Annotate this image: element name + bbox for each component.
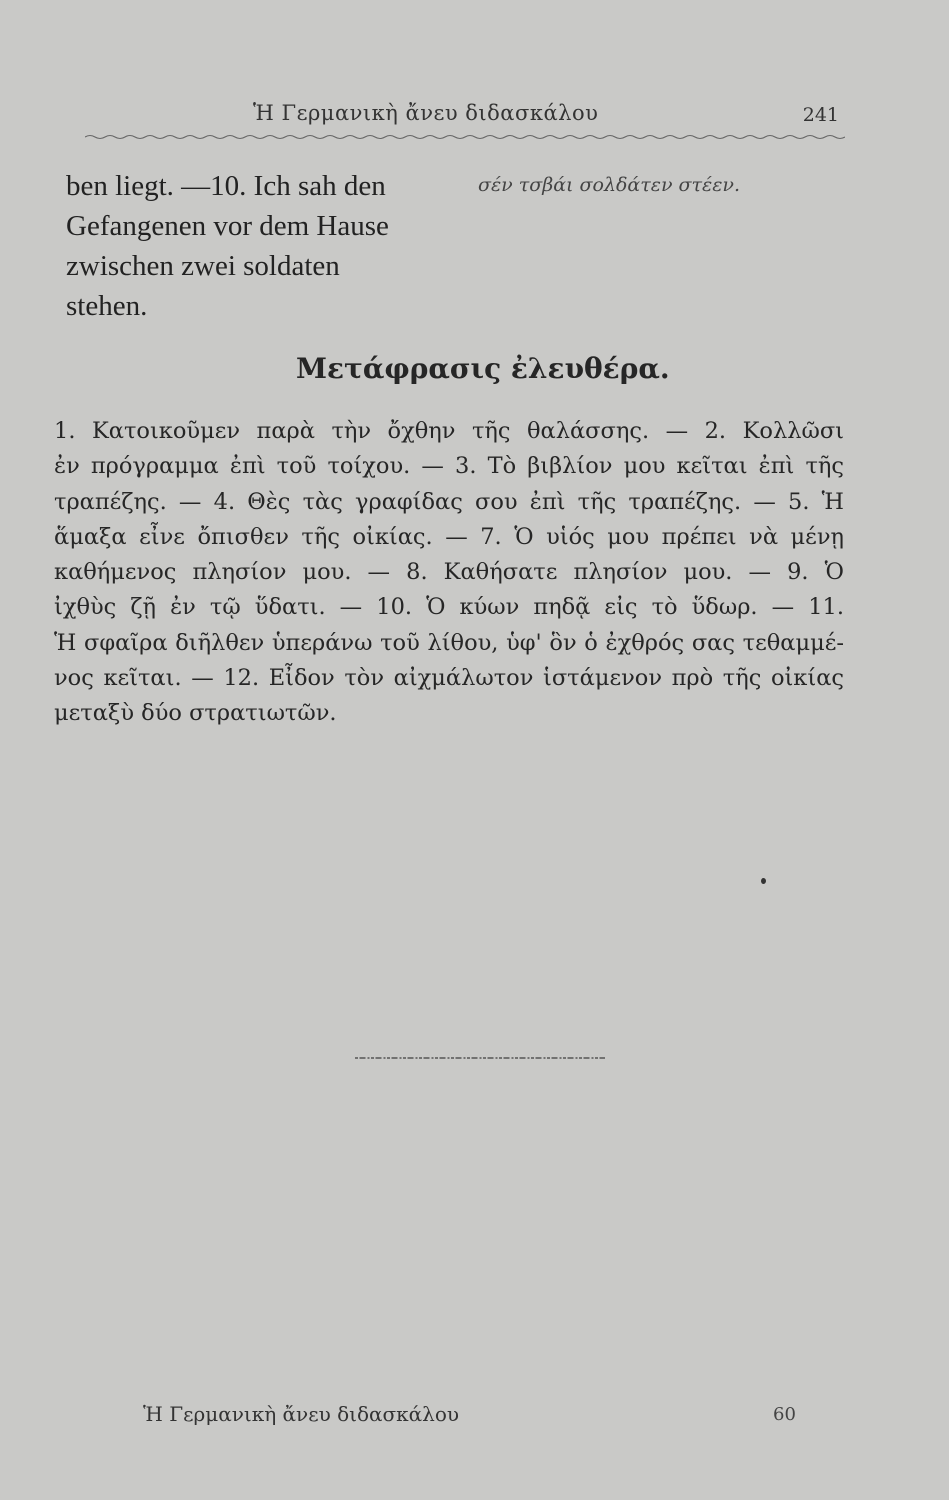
page-number: 241 xyxy=(802,104,839,126)
translation-line: Ἡ σφαῖρα διῆλθεν ὑπεράνω τοῦ λίθου, ὑφ' ὃν ὁ ἐχθρός σας τεθαμμέ- xyxy=(54,629,844,656)
ink-speck xyxy=(761,878,766,884)
german-line: ben liegt. —10. Ich sah den xyxy=(66,170,386,202)
translation-line: τραπέζης. — 4. Θὲς τὰς γραφίδας σου ἐπὶ τῆς τραπέζης. — 5. Ἡ xyxy=(54,488,844,515)
translation-line: καθήμενος πλησίον μου. — 8. Καθήσατε πλησίον μου. — 9. Ὁ xyxy=(54,559,844,586)
translation-line: μεταξὺ δύο στρατιωτῶν. xyxy=(54,700,337,727)
signature-mark: 60 xyxy=(773,1404,796,1425)
german-line: Gefangenen vor dem Hause xyxy=(66,210,389,242)
translation-line: νος κεῖται. — 12. Εἶδον τὸν αἰχμάλωτον ἱστάμενον πρὸ τῆς οἰκίας xyxy=(54,665,844,692)
footer-title: Ἡ Γερμανικὴ ἄνευ διδασκάλου xyxy=(143,1402,460,1426)
translation-line: ἐν πρόγραμμα ἐπὶ τοῦ τοίχου. — 3. Τὸ βιβλίον μου κεῖται ἐπὶ τῆς xyxy=(54,453,844,480)
german-sentence xyxy=(66,166,466,326)
section-heading: Μετάφρασις ἐλευθέρα. xyxy=(296,352,670,385)
pronunciation-guide: σέν τσβάι σολδάτεν στέεν. xyxy=(478,174,741,196)
translation-line: ἅμαξα εἶνε ὄπισθεν τῆς οἰκίας. — 7. Ὁ υἱός μου πρέπει νὰ μένῃ xyxy=(54,523,844,550)
translation-line: ἰχθὺς ζῇ ἐν τῷ ὕδατι. — 10. Ὁ κύων πηδᾷ εἰς τὸ ὕδωρ. — 11. xyxy=(54,594,844,621)
translation-paragraph xyxy=(54,414,844,732)
translation-line: 1. Κατοικοῦμεν παρὰ τὴν ὄχθην τῆς θαλάσσης. — 2. Κολλῶσι xyxy=(54,418,844,444)
german-line: zwischen zwei soldaten xyxy=(66,250,340,282)
german-line: stehen. xyxy=(66,290,148,322)
section-end-ornament xyxy=(355,1055,605,1061)
running-title: Ἡ Γερμανικὴ ἄνευ διδασκάλου xyxy=(253,101,599,125)
wavy-header-rule xyxy=(85,133,845,141)
running-head xyxy=(85,101,845,131)
